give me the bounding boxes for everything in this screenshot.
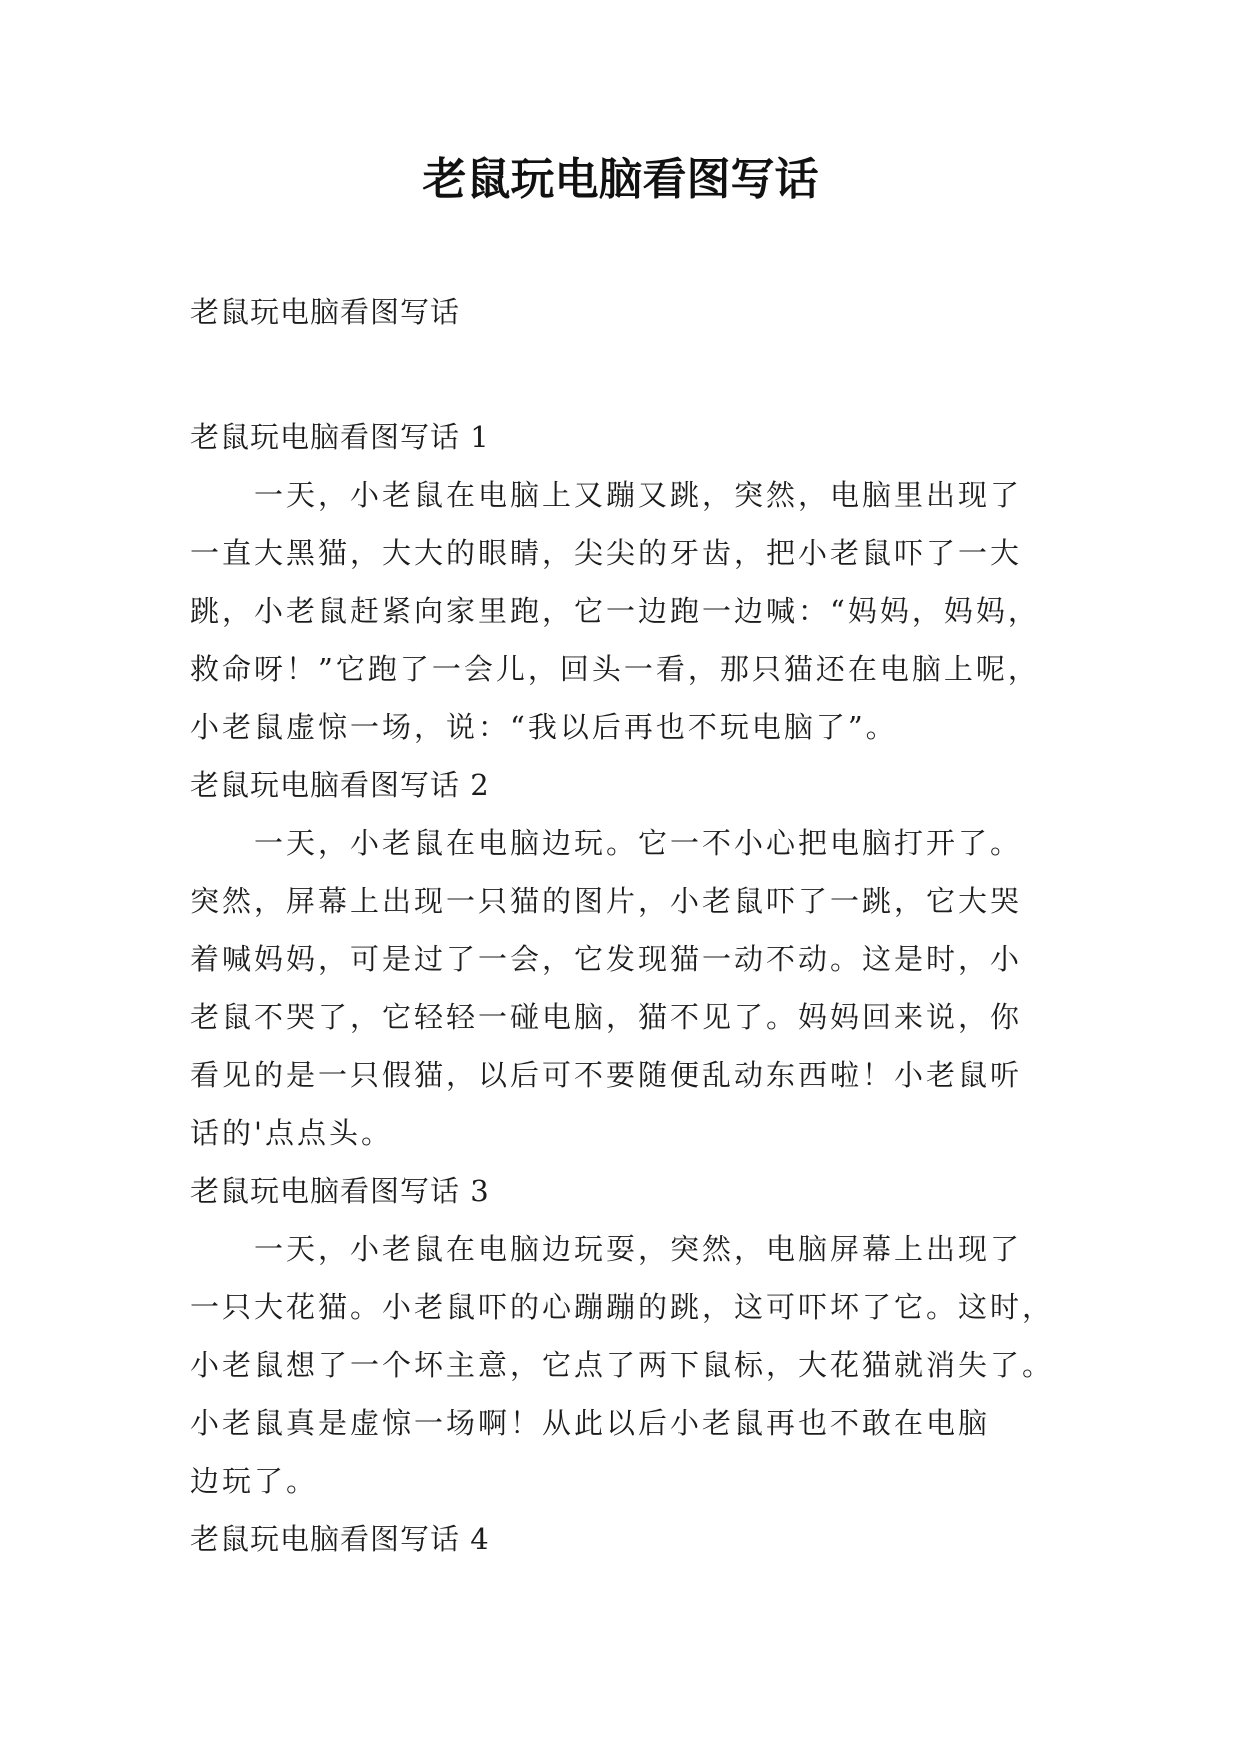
paragraph-line: 着喊妈妈，可是过了一会，它发现猫一动不动。这是时，小 [190,942,1023,976]
paragraph-line: 跳，小老鼠赶紧向家里跑，它一边跑一边喊：“妈妈，妈妈， [190,594,1040,628]
paragraph-line: 小老鼠真是虚惊一场啊！从此以后小老鼠再也不敢在电脑 [190,1406,991,1440]
paragraph-line: 救命呀！”它跑了一会儿，回头一看，那只猫还在电脑上呢， [190,652,1040,686]
section-heading: 老鼠玩电脑看图写话 1 [190,420,490,454]
paragraph-line: 突然，屏幕上出现一只猫的图片，小老鼠吓了一跳，它大哭 [190,884,1023,918]
paragraph-line: 一天，小老鼠在电脑上又蹦又跳，突然，电脑里出现了 [254,478,1023,512]
paragraph-line: 小老鼠虚惊一场，说：“我以后再也不玩电脑了”。 [190,710,898,744]
section-heading: 老鼠玩电脑看图写话 2 [190,768,490,802]
paragraph-line: 一天，小老鼠在电脑边玩。它一不小心把电脑打开了。 [254,826,1023,860]
document-body [190,408,1055,1568]
section-heading: 老鼠玩电脑看图写话 3 [190,1174,490,1208]
paragraph-line: 一直大黑猫，大大的眼睛，尖尖的牙齿，把小老鼠吓了一大 [190,536,1023,570]
paragraph-line: 一只大花猫。小老鼠吓的心蹦蹦的跳，这可吓坏了它。这时， [190,1290,1055,1324]
paragraph-line: 边玩了。 [190,1464,319,1498]
paragraph-line: 看见的是一只假猫，以后可不要随便乱动东西啦！小老鼠听 [190,1058,1023,1092]
paragraph-line: 小老鼠想了一个坏主意，它点了两下鼠标，大花猫就消失了。 [190,1348,1055,1382]
document-subtitle: 老鼠玩电脑看图写话 [190,295,461,329]
paragraph-line: 一天，小老鼠在电脑边玩耍，突然，电脑屏幕上出现了 [254,1232,1023,1266]
document-title: 老鼠玩电脑看图写话 [422,154,819,205]
paragraph-line: 话的'点点头。 [190,1116,393,1150]
paragraph-line: 老鼠不哭了，它轻轻一碰电脑，猫不见了。妈妈回来说，你 [190,1000,1023,1034]
section-heading: 老鼠玩电脑看图写话 4 [190,1522,490,1556]
